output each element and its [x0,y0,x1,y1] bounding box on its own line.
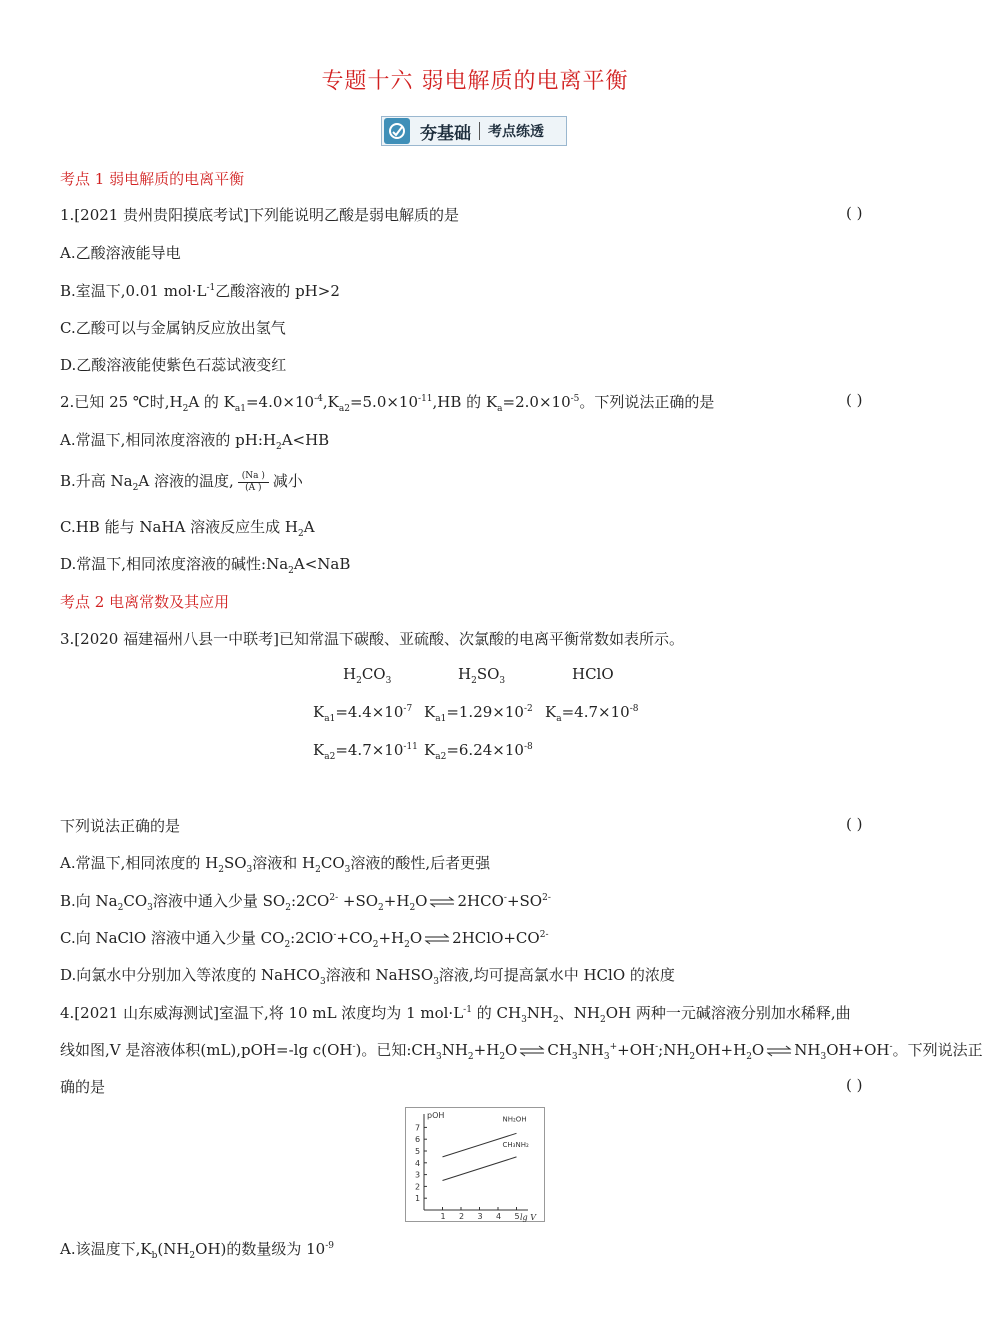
section-heading-2: 考点 2 电离常数及其应用 [60,593,230,611]
series-label-0: NH₂OH [502,1115,527,1124]
y-tick-label: 6 [415,1135,421,1145]
y-tick-label: 4 [415,1158,421,1168]
badge-sub: 考点练透 [488,124,544,140]
x-tick-label: 5 [514,1212,520,1221]
table-cell: $K_{a2}=4.7\times 10^{-11}$ [313,741,418,762]
q1-option-b: B.室温下,0.01 $mol\cdot L^{-1}$乙酸溶液的 pH>2 [60,282,340,300]
section-heading-1: 考点 1 弱电解质的电离平衡 [60,170,245,188]
series-label-1: CH₃NH₂ [502,1140,529,1149]
q4-option-a: A.该温度下$,K_b(NH_2OH)$的数量级为 $10^{-9}$ [60,1240,335,1261]
q2-option-c: C.HB 能与 NaHA 溶液反应生成 $H_2A$ [60,518,315,539]
x-tick-label: 4 [496,1212,502,1221]
q1-option-d: D.乙酸溶液能使紫色石蕊试液变红 [60,356,287,374]
table-header-sulfurous: $H_2SO_3$ [458,665,506,686]
x-tick-label: 1 [440,1212,446,1221]
q3-ask: 下列说法正确的是 [60,817,181,835]
q1-answer-bracket: ( ) [846,204,863,222]
table-cell: $K_a=4.7\times 10^{-8}$ [545,703,639,724]
y-tick-label: 1 [415,1194,421,1204]
pOH-lgV-chart [405,1107,545,1222]
q3-stem: 3.[2020 福建福州八县一中联考]已知常温下碳酸、亚硫酸、次氯酸的电离平衡常数如表所示。 [60,630,684,648]
q1-stem: 1.[2021 贵州贵阳摸底考试]下列能说明乙酸是弱电解质的是 [60,206,459,224]
x-tick-label: 2 [459,1212,465,1221]
q3-option-d: D.向氯水中分别加入等浓度的 NaHCO$_3$溶液和 NaHSO$_3$溶液,均可提高氯水中 HClO 的浓度 [60,966,675,987]
y-tick-label: 7 [415,1123,421,1133]
q3-option-b: B.向 $Na_2CO_3$溶液中通入少量 $SO_2:2CO^{2-} +SO_2+H_2O$ $2HCO^-+SO^{2-}$ [60,892,551,913]
q2-option-a: A.常温下,相同浓度溶液的 $pH:H_2A<HB$ [60,431,330,452]
equilibrium-arrow-icon [424,934,450,944]
table-header-hypochlorous: HClO [572,665,614,683]
equilibrium-arrow-icon [519,1046,545,1056]
q3-answer-bracket: ( ) [846,815,863,833]
page-title: 专题十六 弱电解质的电离平衡 [321,69,629,94]
q1-option-a: A.乙酸溶液能导电 [60,244,181,262]
q2-answer-bracket: ( ) [846,391,863,409]
equilibrium-arrow-icon [429,897,455,907]
ratio-fraction: $\frac{(Na )}{(A )}$ [238,471,269,494]
q4-stem-line2: 线如图,V 是溶液体积(mL),pOH=-lg c(OH-)。已知$:CH_3NH_2+H_2O$ $CH_3NH_3^++OH^-;NH_2OH+H_2O$ $NH_3OH+OH^-$。下列说法正 [60,1041,983,1062]
q1-option-c: C.乙酸可以与金属钠反应放出氢气 [60,319,286,337]
badge-divider [479,122,480,140]
table-cell: $K_{a2}=6.24\times 10^{-8}$ [424,741,533,762]
x-tick-label: 3 [477,1212,483,1221]
q2-stem: 2.已知 25 ℃时$,H_2A$ 的 $K_{a1}=4.0\times 10^{-4},K_{a2}=5.0\times 10^{-11},HB$ 的 $K_a=2.0\times 10^{-5}$。下列说法正确的是 [60,393,715,414]
table-header-carbonic: $H_2CO_3$ [343,665,392,686]
q3-option-c: C.向 NaClO 溶液中通入少量 $CO_2:2ClO^-+CO_2+H_2O$ $2HClO+CO^{2-}$ [60,929,549,950]
target-icon [384,118,410,144]
y-tick-label: 5 [415,1147,421,1156]
badge-main: 夯基础 [420,123,471,144]
table-cell: $K_{a1}=1.29\times 10^{-2}$ [424,703,533,724]
q4-stem-line1: 4.[2021 山东威海测试]室温下,将 10 mL 浓度均为 1 $mol\cdot L^{-1}$ 的 $CH_3NH_2$、$NH_2OH$ 两种一元碱溶液分别加水稀释,曲 [60,1004,851,1025]
q4-stem-line3: 确的是 [60,1078,106,1096]
equilibrium-arrow-icon [766,1046,792,1056]
x-axis-label: lg V [520,1213,536,1222]
q2-option-b: B.升高 $Na_2A$ 溶液的温度, $\frac{(Na )}{(A )}$ 减小 [60,470,303,493]
table-cell: $K_{a1}=4.4\times 10^{-7}$ [313,703,413,724]
series-line-1 [443,1157,517,1181]
y-tick-label: 2 [415,1182,421,1192]
section-badge [381,116,567,146]
q2-option-d: D.常温下,相同浓度溶液的碱性$:Na_2A<NaB$ [60,555,351,576]
q4-answer-bracket: ( ) [846,1076,863,1094]
y-tick-label: 3 [415,1170,421,1180]
chart-svg [406,1108,544,1221]
q3-option-a: A.常温下,相同浓度的 $H_2SO_3$溶液和 $H_2CO_3$溶液的酸性,后者更强 [60,854,491,875]
y-axis-label: pOH [427,1111,445,1120]
